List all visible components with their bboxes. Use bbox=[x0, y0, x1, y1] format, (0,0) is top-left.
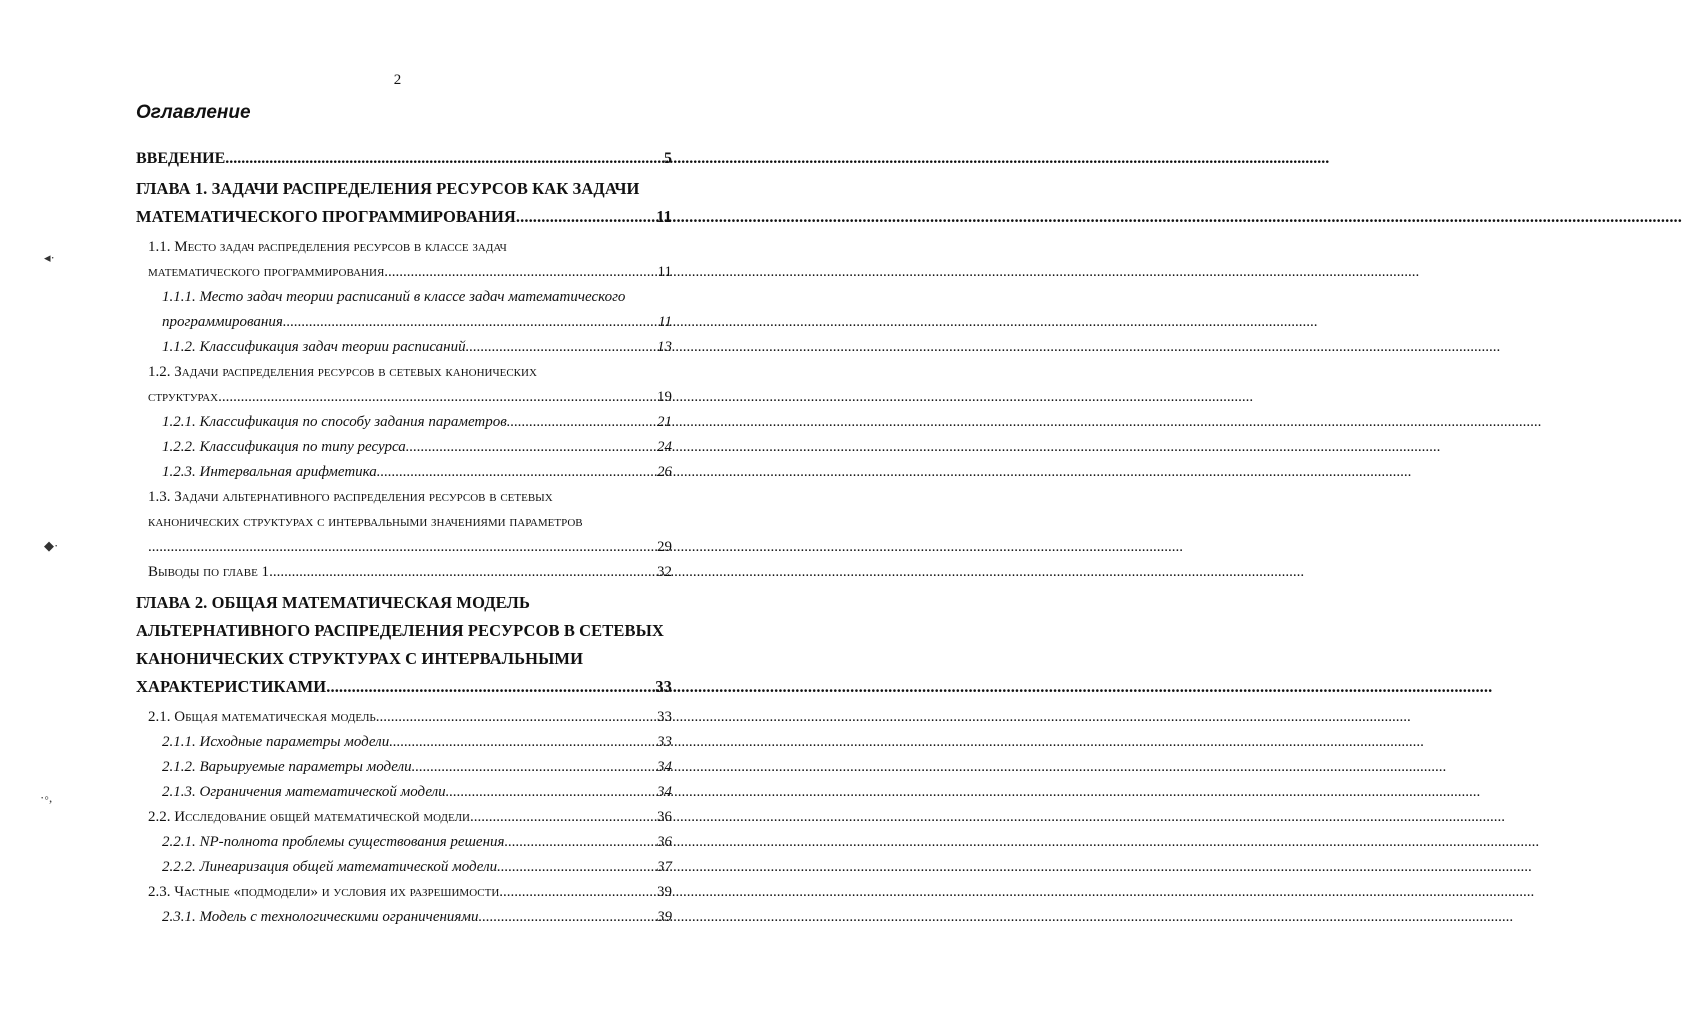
toc-entry-text: 1.1. Место задач распределения ресурсов в классе задач bbox=[148, 239, 507, 255]
toc-entry-page: 33 bbox=[657, 734, 672, 750]
toc-entry-page: 11 bbox=[658, 314, 672, 330]
toc-title: Оглавление bbox=[136, 102, 251, 123]
toc-entry-page: 36 bbox=[657, 834, 672, 850]
toc-entry-page: 11 bbox=[656, 207, 672, 226]
toc-entry-2-1-3[interactable] bbox=[136, 780, 672, 805]
scan-speck: ◆· bbox=[44, 538, 59, 553]
toc-entry-2-3[interactable] bbox=[136, 880, 672, 905]
toc-entry-text: ГЛАВА 2. ОБЩАЯ МАТЕМАТИЧЕСКАЯ МОДЕЛЬ bbox=[136, 593, 530, 612]
toc-entry-text: 1.3. Задачи альтернативного распределения ресурсов в сетевых bbox=[148, 489, 553, 505]
toc-entry-page: 33 bbox=[657, 709, 672, 725]
toc-entry-1-2[interactable] bbox=[136, 360, 672, 410]
toc-entry-2-2[interactable] bbox=[136, 805, 672, 830]
toc-entry-text: 2.2.1. NP-полнота проблемы существования решения bbox=[162, 834, 505, 850]
toc-entry-page: 36 bbox=[657, 809, 672, 825]
toc-entry-text: МАТЕМАТИЧЕСКОГО ПРОГРАММИРОВАНИЯ bbox=[136, 207, 516, 226]
toc-entry-2-2-2[interactable] bbox=[136, 855, 672, 880]
toc-entry-1-1-2[interactable] bbox=[136, 335, 672, 360]
toc-entry-page: 26 bbox=[657, 464, 672, 480]
toc-entry-chapter-1-conclusions[interactable] bbox=[136, 560, 672, 585]
toc-entry-chapter-2[interactable] bbox=[136, 589, 672, 701]
toc-entry-text: КАНОНИЧЕСКИХ СТРУКТУРАХ С ИНТЕРВАЛЬНЫМИ bbox=[136, 649, 584, 668]
toc-entry-text: ХАРАКТЕРИСТИКАМИ bbox=[136, 677, 327, 696]
toc-entry-page: 24 bbox=[657, 439, 672, 455]
toc-entry-text: программирования bbox=[162, 314, 283, 330]
toc-entry-page: 32 bbox=[657, 564, 672, 580]
toc-entry-2-1-2[interactable] bbox=[136, 755, 672, 780]
toc-entry-page: 34 bbox=[657, 784, 672, 800]
toc-entry-text: канонических структурах с интервальными значениями параметров bbox=[148, 514, 583, 530]
toc-entry-chapter-1[interactable] bbox=[136, 175, 672, 231]
toc-entry-page: 13 bbox=[657, 339, 672, 355]
toc-entry-page: 34 bbox=[657, 759, 672, 775]
toc-entry-page: 29 bbox=[657, 539, 672, 555]
toc-entry-1-1[interactable] bbox=[136, 235, 672, 285]
toc-entry-page: 33 bbox=[655, 677, 672, 696]
toc-entry-1-2-1[interactable] bbox=[136, 410, 672, 435]
toc-entry-page: 39 bbox=[657, 884, 672, 900]
toc-entry-2-1[interactable] bbox=[136, 705, 672, 730]
toc-entry-page: 19 bbox=[657, 389, 672, 405]
toc-entry-1-2-3[interactable] bbox=[136, 460, 672, 485]
toc-entry-introduction[interactable] bbox=[136, 146, 672, 171]
toc-entry-text: математического программирования bbox=[148, 264, 385, 280]
toc-entry-text: Выводы по главе 1 bbox=[148, 564, 270, 580]
toc-entry-text: 1.2.3. Интервальная арифметика bbox=[162, 464, 377, 480]
toc-entry-text: 1.1.1. Место задач теории расписаний в классе задач математического bbox=[162, 289, 626, 305]
toc-entry-2-1-1[interactable] bbox=[136, 730, 672, 755]
table-of-contents bbox=[136, 146, 672, 930]
toc-entry-1-2-2[interactable] bbox=[136, 435, 672, 460]
toc-entry-page: 21 bbox=[657, 414, 672, 430]
toc-entry-text: 1.1.2. Классификация задач теории расписаний bbox=[162, 339, 466, 355]
page-number: 2 bbox=[393, 72, 402, 88]
toc-entry-text: 1.2.1. Классификация по способу задания параметров bbox=[162, 414, 507, 430]
toc-entry-page: 39 bbox=[657, 909, 672, 925]
toc-entry-text: структурах bbox=[148, 389, 219, 405]
toc-entry-text: 2.2.2. Линеаризация общей математической модели bbox=[162, 859, 498, 875]
toc-entry-text: 2.1.3. Ограничения математической модели bbox=[162, 784, 446, 800]
toc-entry-text: 1.2.2. Классификация по типу ресурса bbox=[162, 439, 406, 455]
toc-entry-page: 37 bbox=[657, 859, 672, 875]
toc-entry-page: 5 bbox=[664, 150, 672, 167]
toc-entry-2-3-1[interactable] bbox=[136, 905, 672, 930]
toc-entry-1-1-1[interactable] bbox=[136, 285, 672, 335]
toc-entry-2-2-1[interactable] bbox=[136, 830, 672, 855]
toc-entry-text: 1.2. Задачи распределения ресурсов в сетевых канонических bbox=[148, 364, 537, 380]
toc-entry-text: 2.1.1. Исходные параметры модели bbox=[162, 734, 390, 750]
toc-entry-1-3[interactable] bbox=[136, 485, 672, 560]
toc-entry-text: ВВЕДЕНИЕ bbox=[136, 150, 226, 167]
toc-entry-page: 11 bbox=[657, 264, 672, 280]
scan-speck: ·◦, bbox=[40, 790, 53, 805]
toc-entry-text: 2.3.1. Модель с технологическими ограничениями bbox=[162, 909, 479, 925]
toc-entry-text: 2.1. Общая математическая модель bbox=[148, 709, 376, 725]
toc-entry-text: АЛЬТЕРНАТИВНОГО РАСПРЕДЕЛЕНИЯ РЕСУРСОВ В СЕТЕВЫХ bbox=[136, 621, 664, 640]
toc-entry-text: 2.2. Исследование общей математической модели bbox=[148, 809, 471, 825]
scan-speck: ◂· bbox=[44, 250, 55, 265]
toc-entry-text: ГЛАВА 1. ЗАДАЧИ РАСПРЕДЕЛЕНИЯ РЕСУРСОВ КАК ЗАДАЧИ bbox=[136, 179, 640, 198]
toc-entry-text: 2.3. Частные «подмодели» и условия их разрешимости bbox=[148, 884, 500, 900]
toc-entry-text: 2.1.2. Варьируемые параметры модели bbox=[162, 759, 412, 775]
